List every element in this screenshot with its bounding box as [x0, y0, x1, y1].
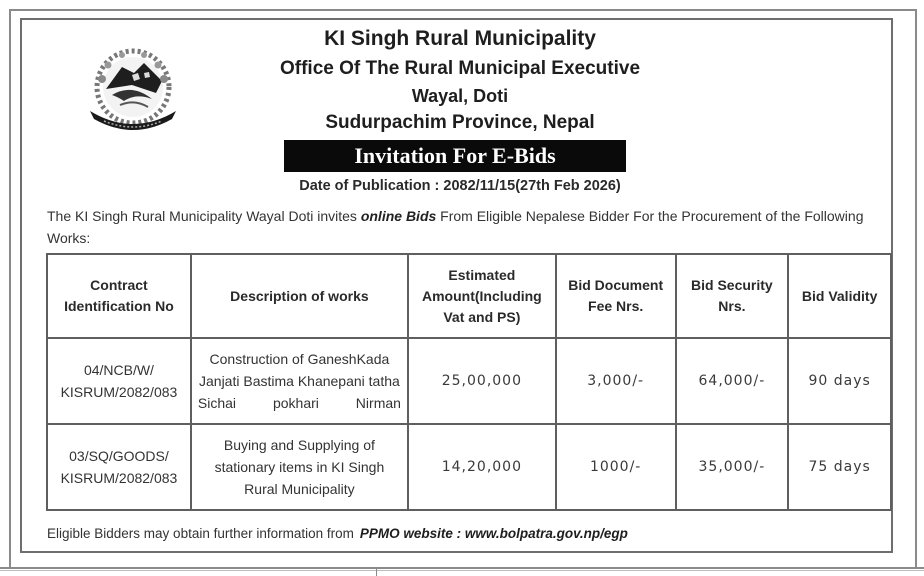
ppmo-website-link[interactable]: PPMO website : www.bolpatra.gov.np/egp — [359, 526, 628, 541]
outer-border-left — [9, 9, 11, 569]
header-bid-doc-fee: Bid Document Fee Nrs. — [556, 254, 676, 338]
estimated-amount: 25,00,000 — [408, 338, 556, 424]
intro-paragraph — [47, 205, 897, 249]
bid-doc-fee: 1000/- — [556, 424, 676, 510]
location: Wayal, Doti — [411, 86, 509, 106]
footer-note — [47, 526, 628, 541]
publication-date: Date of Publication : 2082/11/15(27th Feb 2026) — [299, 178, 621, 194]
footer-text: Eligible Bidders may obtain further information from — [47, 526, 354, 541]
table-row — [47, 338, 891, 424]
outer-border-top — [9, 9, 917, 11]
divider-line-thin — [0, 570, 924, 571]
estimated-amount: 14,20,000 — [408, 424, 556, 510]
intro-text-after: From Eligible Nepalese Bidder For the Procurement of the Following Works: — [47, 208, 864, 246]
header-bid-security: Bid Security Nrs. — [676, 254, 789, 338]
description: Construction of GaneshKada Janjati Bastima Khanepani tatha Sichai pokhari Nirman — [191, 338, 408, 424]
header-bid-validity: Bid Validity — [788, 254, 891, 338]
bid-validity: 75 days — [788, 424, 891, 510]
municipality-emblem-icon — [82, 45, 184, 133]
org-name: KI Singh Rural Municipality — [324, 27, 596, 50]
divider-line — [0, 567, 924, 569]
bid-validity: 90 days — [788, 338, 891, 424]
office-name: Office Of The Rural Municipal Executive — [279, 58, 641, 79]
bid-security: 64,000/- — [676, 338, 789, 424]
works-table — [46, 253, 892, 511]
description: Buying and Supplying of stationary items in KI Singh Rural Municipality — [191, 424, 408, 510]
header-estimated-amount: Estimated Amount(Including Vat and PS) — [408, 254, 556, 338]
province: Sudurpachim Province, Nepal — [325, 112, 595, 133]
banner-title: Invitation For E-Bids — [284, 140, 626, 172]
contract-id: 04/NCB/W/ KISRUM/2082/083 — [47, 338, 191, 424]
header-description: Description of works — [191, 254, 408, 338]
outer-border-right — [915, 9, 917, 569]
header-contract-id: Contract Identification No — [47, 254, 191, 338]
table-header-row — [47, 254, 891, 338]
intro-emphasis: online Bids — [360, 208, 437, 224]
divider-tick — [376, 569, 377, 576]
contract-id: 03/SQ/GOODS/ KISRUM/2082/083 — [47, 424, 191, 510]
bid-security: 35,000/- — [676, 424, 789, 510]
table-row — [47, 424, 891, 510]
intro-text-before: The KI Singh Rural Municipality Wayal Doti invites — [47, 208, 361, 224]
bid-doc-fee: 3,000/- — [556, 338, 676, 424]
